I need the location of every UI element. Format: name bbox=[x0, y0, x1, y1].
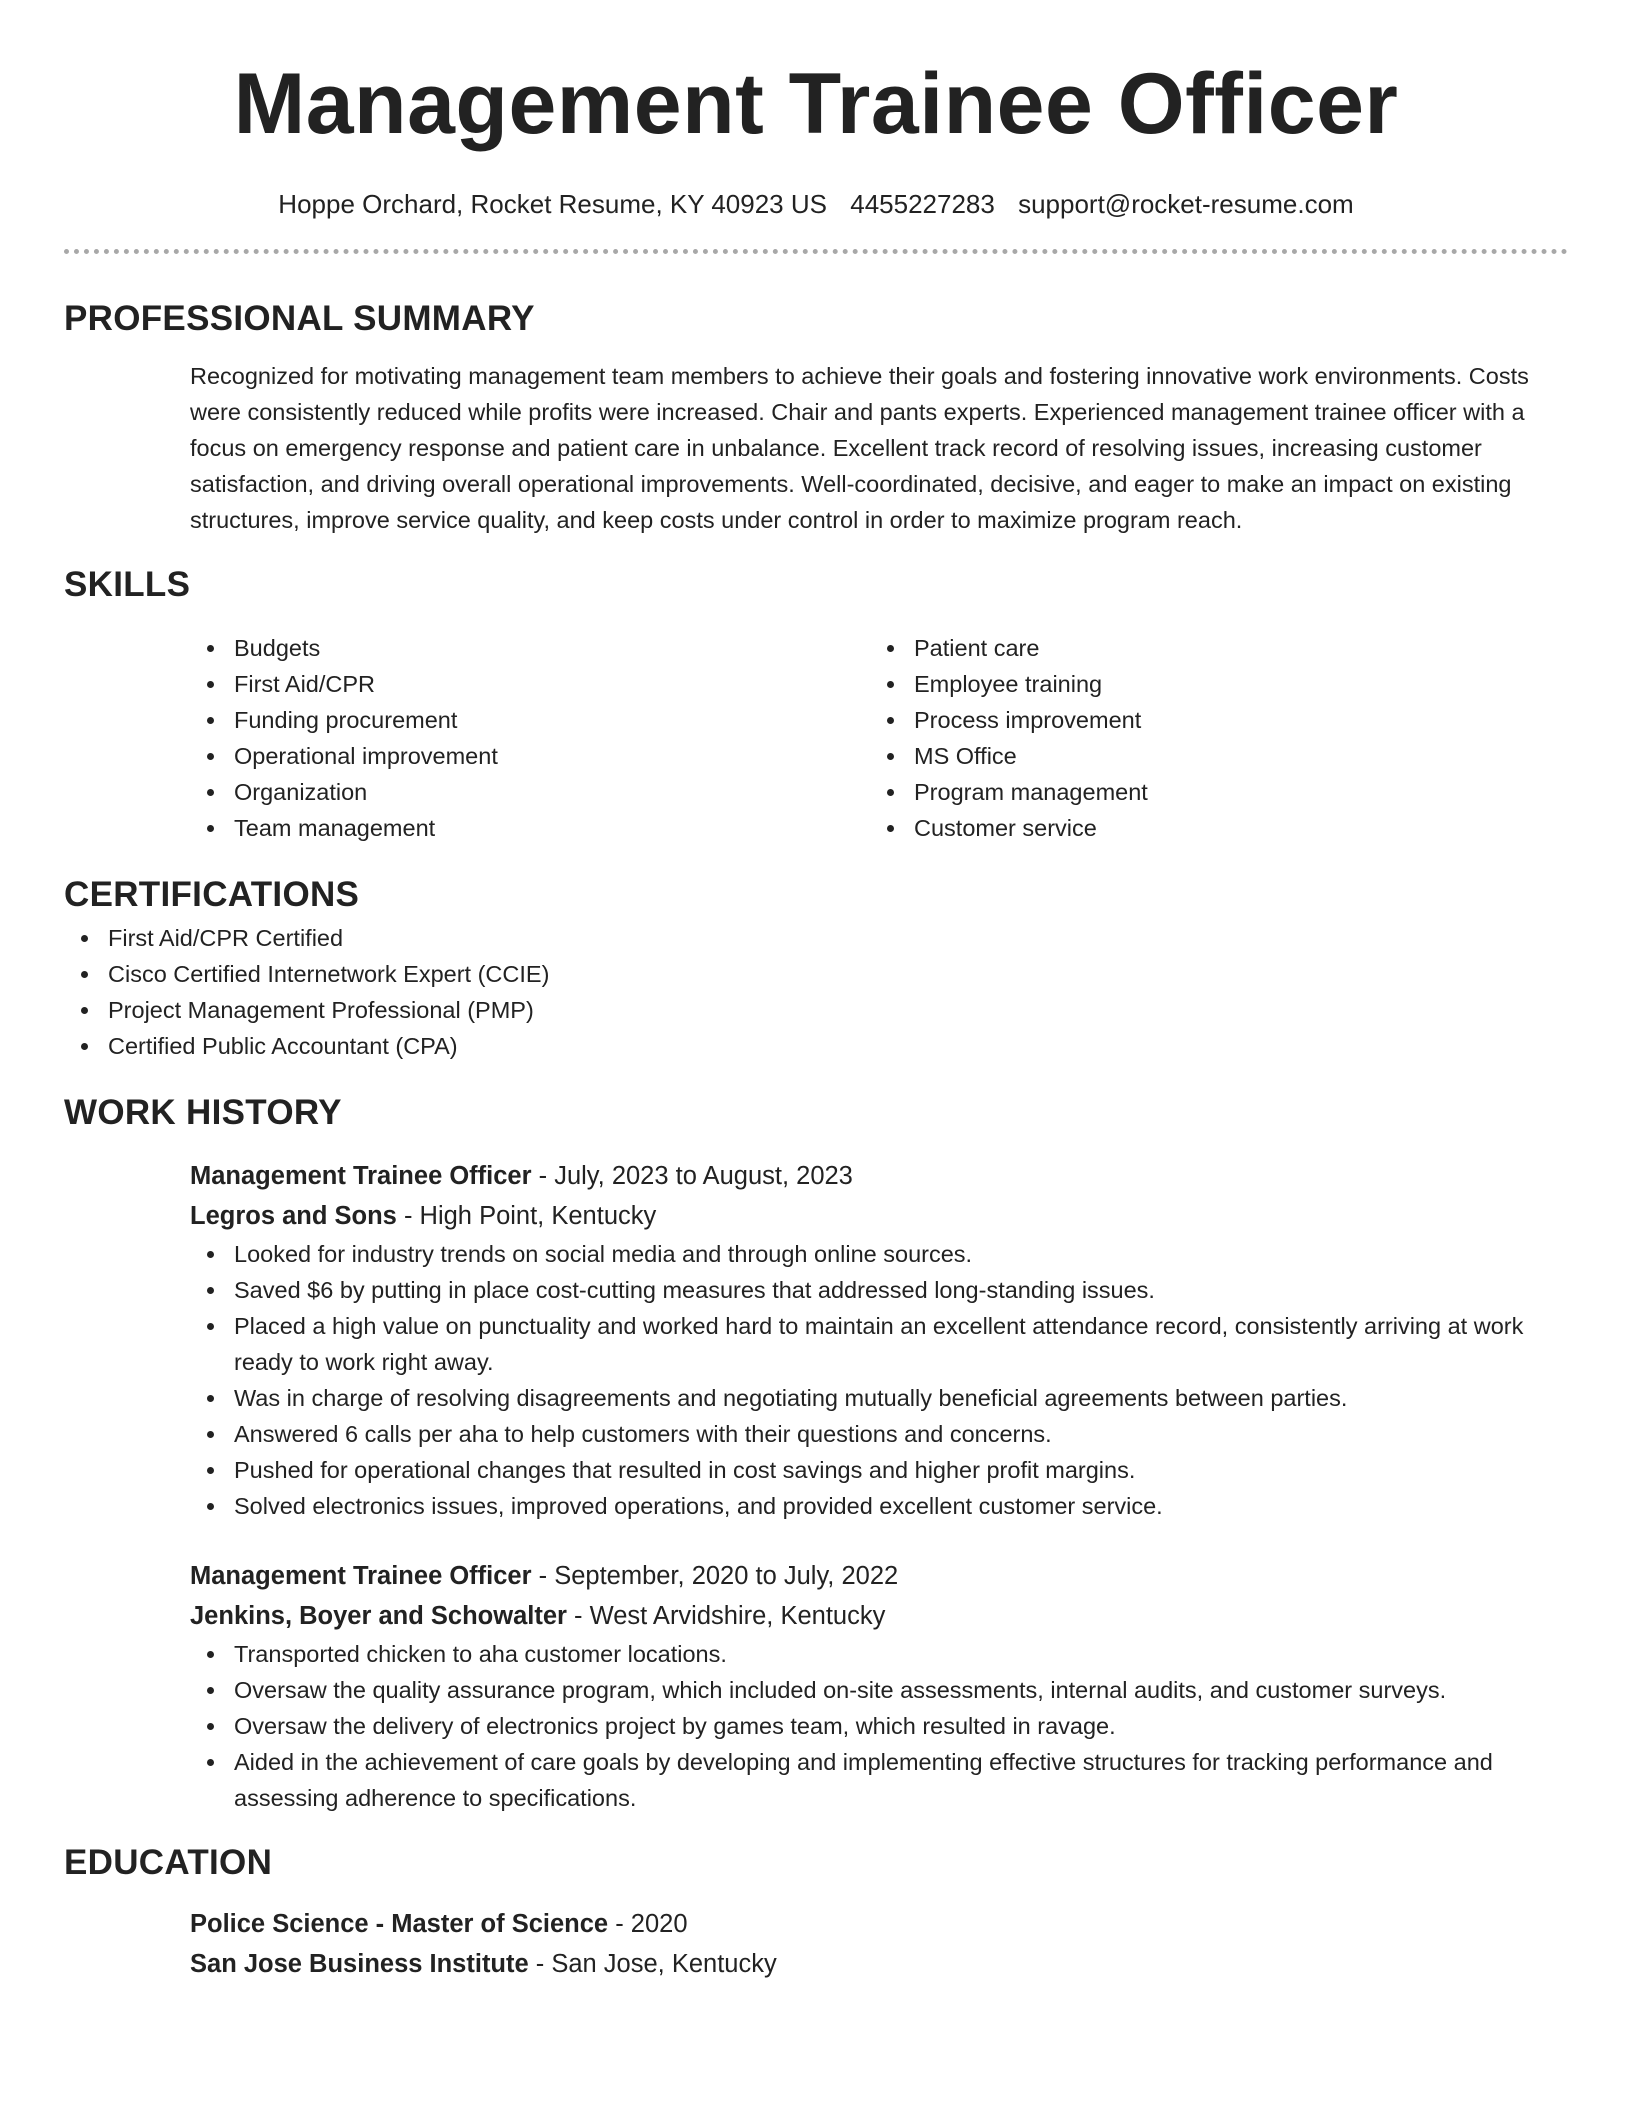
certification-item: First Aid/CPR Certified bbox=[64, 920, 1568, 956]
skill-item: Budgets bbox=[190, 630, 870, 666]
job-entry bbox=[190, 1556, 1568, 1816]
certifications-title: CERTIFICATIONS bbox=[64, 875, 360, 914]
job-duty-item: Oversaw the quality assurance program, which included on-site assessments, internal audits, and customer surveys. bbox=[190, 1672, 1568, 1708]
resume-content bbox=[64, 294, 1568, 1984]
job-role: Management Trainee Officer bbox=[190, 1562, 532, 1590]
education-school-line bbox=[190, 1944, 1568, 1984]
contact-email: support@rocket-resume.com bbox=[1018, 189, 1354, 219]
job-duty-item: Looked for industry trends on social media and through online sources. bbox=[190, 1236, 1568, 1272]
summary-section bbox=[64, 294, 1568, 538]
header-divider bbox=[64, 249, 1568, 254]
certification-item: Project Management Professional (PMP) bbox=[64, 992, 1568, 1028]
job-company-line bbox=[190, 1596, 1568, 1636]
job-company: Legros and Sons bbox=[190, 1202, 397, 1230]
skills-left-list bbox=[190, 630, 870, 846]
certifications-section bbox=[64, 870, 1568, 1064]
contact-phone: 4455227283 bbox=[850, 189, 995, 219]
job-duty-item: Solved electronics issues, improved operations, and provided excellent customer service. bbox=[190, 1488, 1568, 1524]
job-role-line bbox=[190, 1156, 1568, 1196]
skill-item: Program management bbox=[870, 774, 1550, 810]
skill-item: Team management bbox=[190, 810, 870, 846]
skill-item: Patient care bbox=[870, 630, 1550, 666]
education-section bbox=[64, 1838, 1568, 1984]
education-school: San Jose Business Institute bbox=[190, 1950, 529, 1978]
job-company: Jenkins, Boyer and Schowalter bbox=[190, 1602, 567, 1630]
education-title: EDUCATION bbox=[64, 1843, 273, 1882]
job-dates: - July, 2023 to August, 2023 bbox=[531, 1162, 853, 1190]
job-duty-item: Placed a high value on punctuality and worked hard to maintain an excellent attendance record, consistently arriving at work ready to work right away. bbox=[190, 1308, 1568, 1380]
summary-text: Recognized for motivating management team members to achieve their goals and fostering innovative work environments. Costs were consistently reduced while profits were increased. Chair and pants experts. Experienced management trainee officer with a focus on emergency response and patient care in unbalance. Excellent track record of resolving issues, increasing customer satisfaction, and driving overall operational improvements. Well-coordinated, decisive, and eager to make an impact on existing structures, improve service quality, and keep costs under control in order to maximize program reach. bbox=[190, 363, 1529, 533]
job-location: - West Arvidshire, Kentucky bbox=[566, 1602, 886, 1630]
skills-section bbox=[64, 560, 1568, 846]
certifications-list bbox=[64, 920, 1568, 1064]
contact-address: Hoppe Orchard, Rocket Resume, KY 40923 US bbox=[278, 189, 827, 219]
education-degree: Police Science - Master of Science bbox=[190, 1910, 609, 1938]
job-role-line bbox=[190, 1556, 1568, 1596]
resume-name: Management Trainee Officer bbox=[233, 56, 1399, 152]
job-location: - High Point, Kentucky bbox=[396, 1202, 657, 1230]
job-duty-item: Oversaw the delivery of electronics project by games team, which resulted in ravage. bbox=[190, 1708, 1568, 1744]
job-duties-list bbox=[190, 1636, 1568, 1816]
skills-columns bbox=[190, 630, 1568, 846]
skill-item: Process improvement bbox=[870, 702, 1550, 738]
job-duty-item: Was in charge of resolving disagreements and negotiating mutually beneficial agreements between parties. bbox=[190, 1380, 1568, 1416]
certification-item: Certified Public Accountant (CPA) bbox=[64, 1028, 1568, 1064]
contact-line bbox=[0, 188, 1632, 220]
resume-header bbox=[0, 0, 1632, 220]
education-degree-line bbox=[190, 1904, 1568, 1944]
work-history-section bbox=[64, 1088, 1568, 1816]
job-company-line bbox=[190, 1196, 1568, 1236]
certification-item: Cisco Certified Internetwork Expert (CCIE) bbox=[64, 956, 1568, 992]
job-duty-item: Pushed for operational changes that resulted in cost savings and higher profit margins. bbox=[190, 1452, 1568, 1488]
skill-item: MS Office bbox=[870, 738, 1550, 774]
job-role: Management Trainee Officer bbox=[190, 1162, 532, 1190]
job-duty-item: Saved $6 by putting in place cost-cutting measures that addressed long-standing issues. bbox=[190, 1272, 1568, 1308]
skill-item: Operational improvement bbox=[190, 738, 870, 774]
job-duty-item: Aided in the achievement of care goals by developing and implementing effective structures for tracking performance and assessing adherence to specifications. bbox=[190, 1744, 1568, 1816]
skill-item: First Aid/CPR bbox=[190, 666, 870, 702]
education-year: - 2020 bbox=[608, 1910, 688, 1938]
education-location: - San Jose, Kentucky bbox=[528, 1950, 777, 1978]
job-duties-list bbox=[190, 1236, 1568, 1524]
job-duty-item: Answered 6 calls per aha to help customers with their questions and concerns. bbox=[190, 1416, 1568, 1452]
work-history-title: WORK HISTORY bbox=[64, 1093, 342, 1132]
summary-title: PROFESSIONAL SUMMARY bbox=[64, 299, 535, 338]
skill-item: Funding procurement bbox=[190, 702, 870, 738]
job-entry bbox=[190, 1156, 1568, 1524]
skill-item: Organization bbox=[190, 774, 870, 810]
skill-item: Customer service bbox=[870, 810, 1550, 846]
education-entry bbox=[190, 1904, 1568, 1984]
job-duty-item: Transported chicken to aha customer locations. bbox=[190, 1636, 1568, 1672]
job-dates: - September, 2020 to July, 2022 bbox=[531, 1562, 899, 1590]
skills-right-list bbox=[870, 630, 1550, 846]
skill-item: Employee training bbox=[870, 666, 1550, 702]
skills-title: SKILLS bbox=[64, 565, 191, 604]
